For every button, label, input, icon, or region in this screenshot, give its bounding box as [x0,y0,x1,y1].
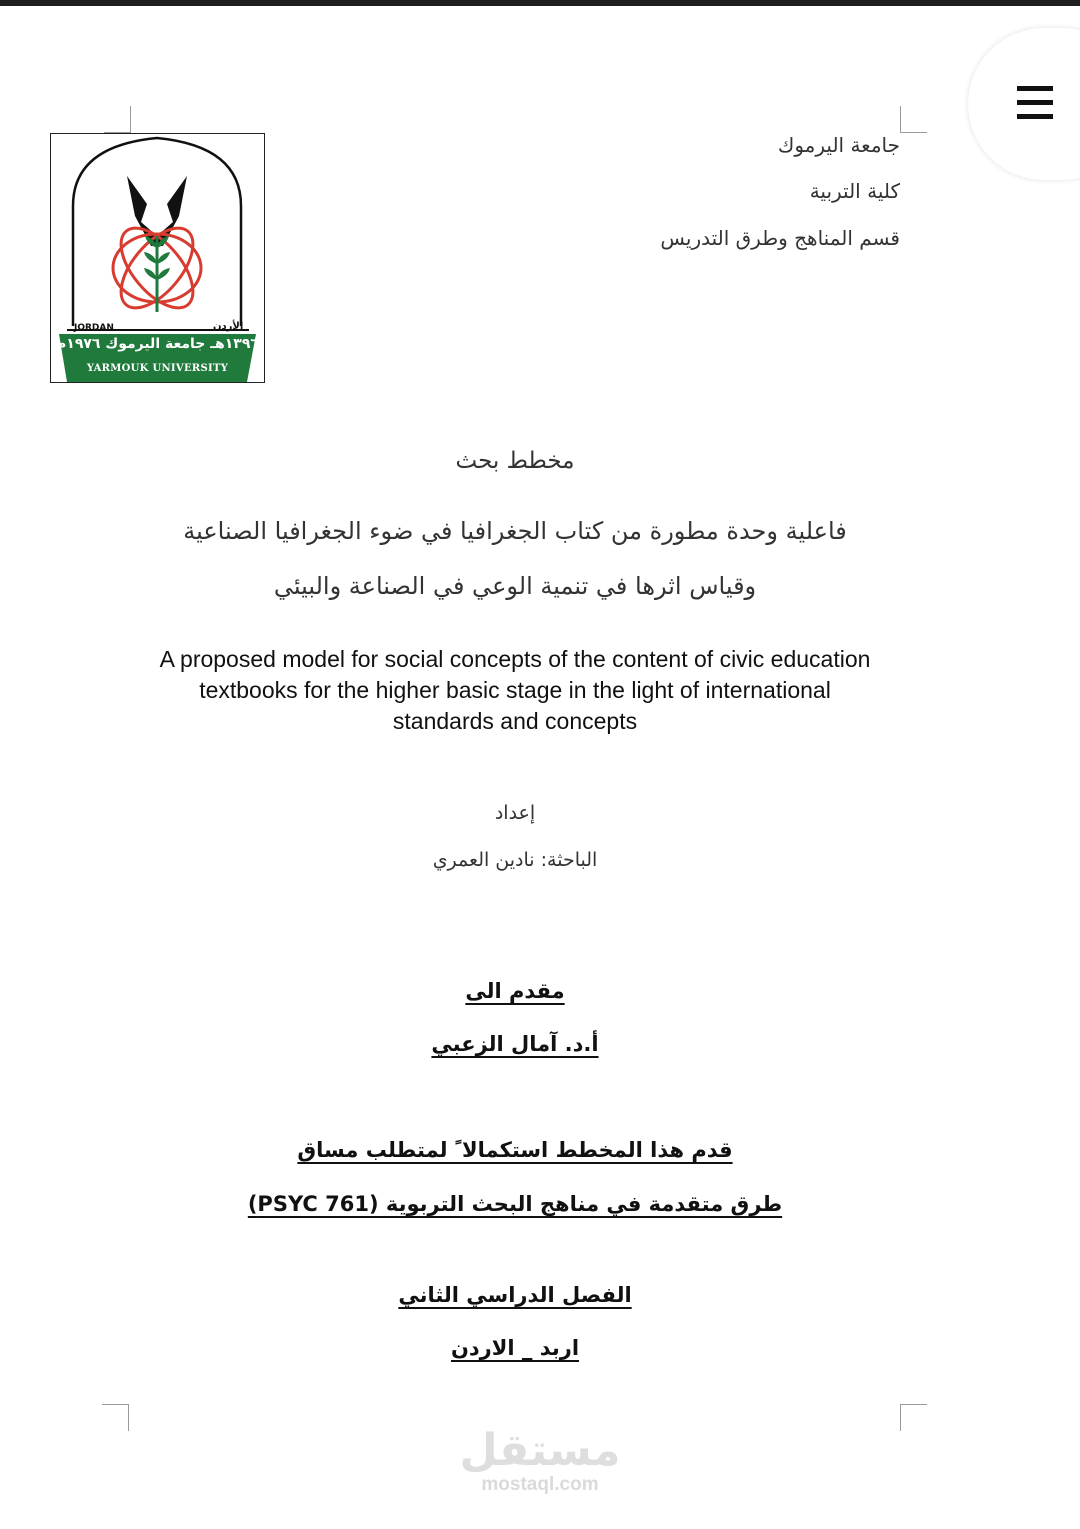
logo-name-ar: ١٣٩٦هـ جامعة اليرموك ١٩٧٦م [56,336,259,352]
department-name: قسم المناهج وطرق التدريس [660,226,900,250]
crop-mark-top-right [900,106,927,133]
semester [0,1283,1030,1307]
document-type: مخطط بحث [455,448,575,474]
location-text: اربد _ الاردن [450,1336,580,1360]
prepared-by-label: إعداد [494,802,536,824]
hamburger-menu-icon[interactable] [1017,86,1053,120]
logo-name-en: YARMOUK UNIVERSITY [86,363,229,374]
fulfillment-text: قدم هذا المخطط استكمالا ً لمتطلب مساق [297,1138,733,1162]
faculty-name: كلية التربية [809,179,900,203]
course-text: طرق متقدمة في مناهج البحث التربوية (PSYC 761) [247,1192,783,1216]
watermark-logo-en: mostaql.com [481,1474,599,1495]
watermark-logo-ar: مستقل [459,1425,621,1476]
researcher-name: الباحثة: نادين العمري [432,849,598,871]
arabic-title-line-1: فاعلية وحدة مطورة من كتاب الجغرافيا في ضوء الجغرافيا الصناعية [183,517,847,545]
course-name [0,1192,1030,1216]
fulfillment-statement [0,1138,1030,1162]
logo-jordan-ar: الأردن [213,321,244,332]
semester-text: الفصل الدراسي الثاني [398,1283,632,1307]
supervisor-name [0,1032,1030,1056]
arabic-title-line-2: وقياس اثرها في تنمية الوعي في الصناعة والبيئي [273,572,757,600]
submitted-to-text: مقدم الى [465,979,565,1003]
university-logo [50,133,265,383]
submitted-to-label [0,979,1030,1003]
top-bar [0,0,1080,6]
english-title: A proposed model for social concepts of the content of civic education textbooks for the higher basic stage in the light of international standards and concepts [159,646,871,734]
crop-mark-top-left [104,106,131,133]
university-name: جامعة اليرموك [777,133,900,157]
location [0,1336,1030,1360]
logo-jordan-en: JORDAN [74,323,114,333]
supervisor-text: أ.د. آمال الزعبي [431,1032,599,1056]
